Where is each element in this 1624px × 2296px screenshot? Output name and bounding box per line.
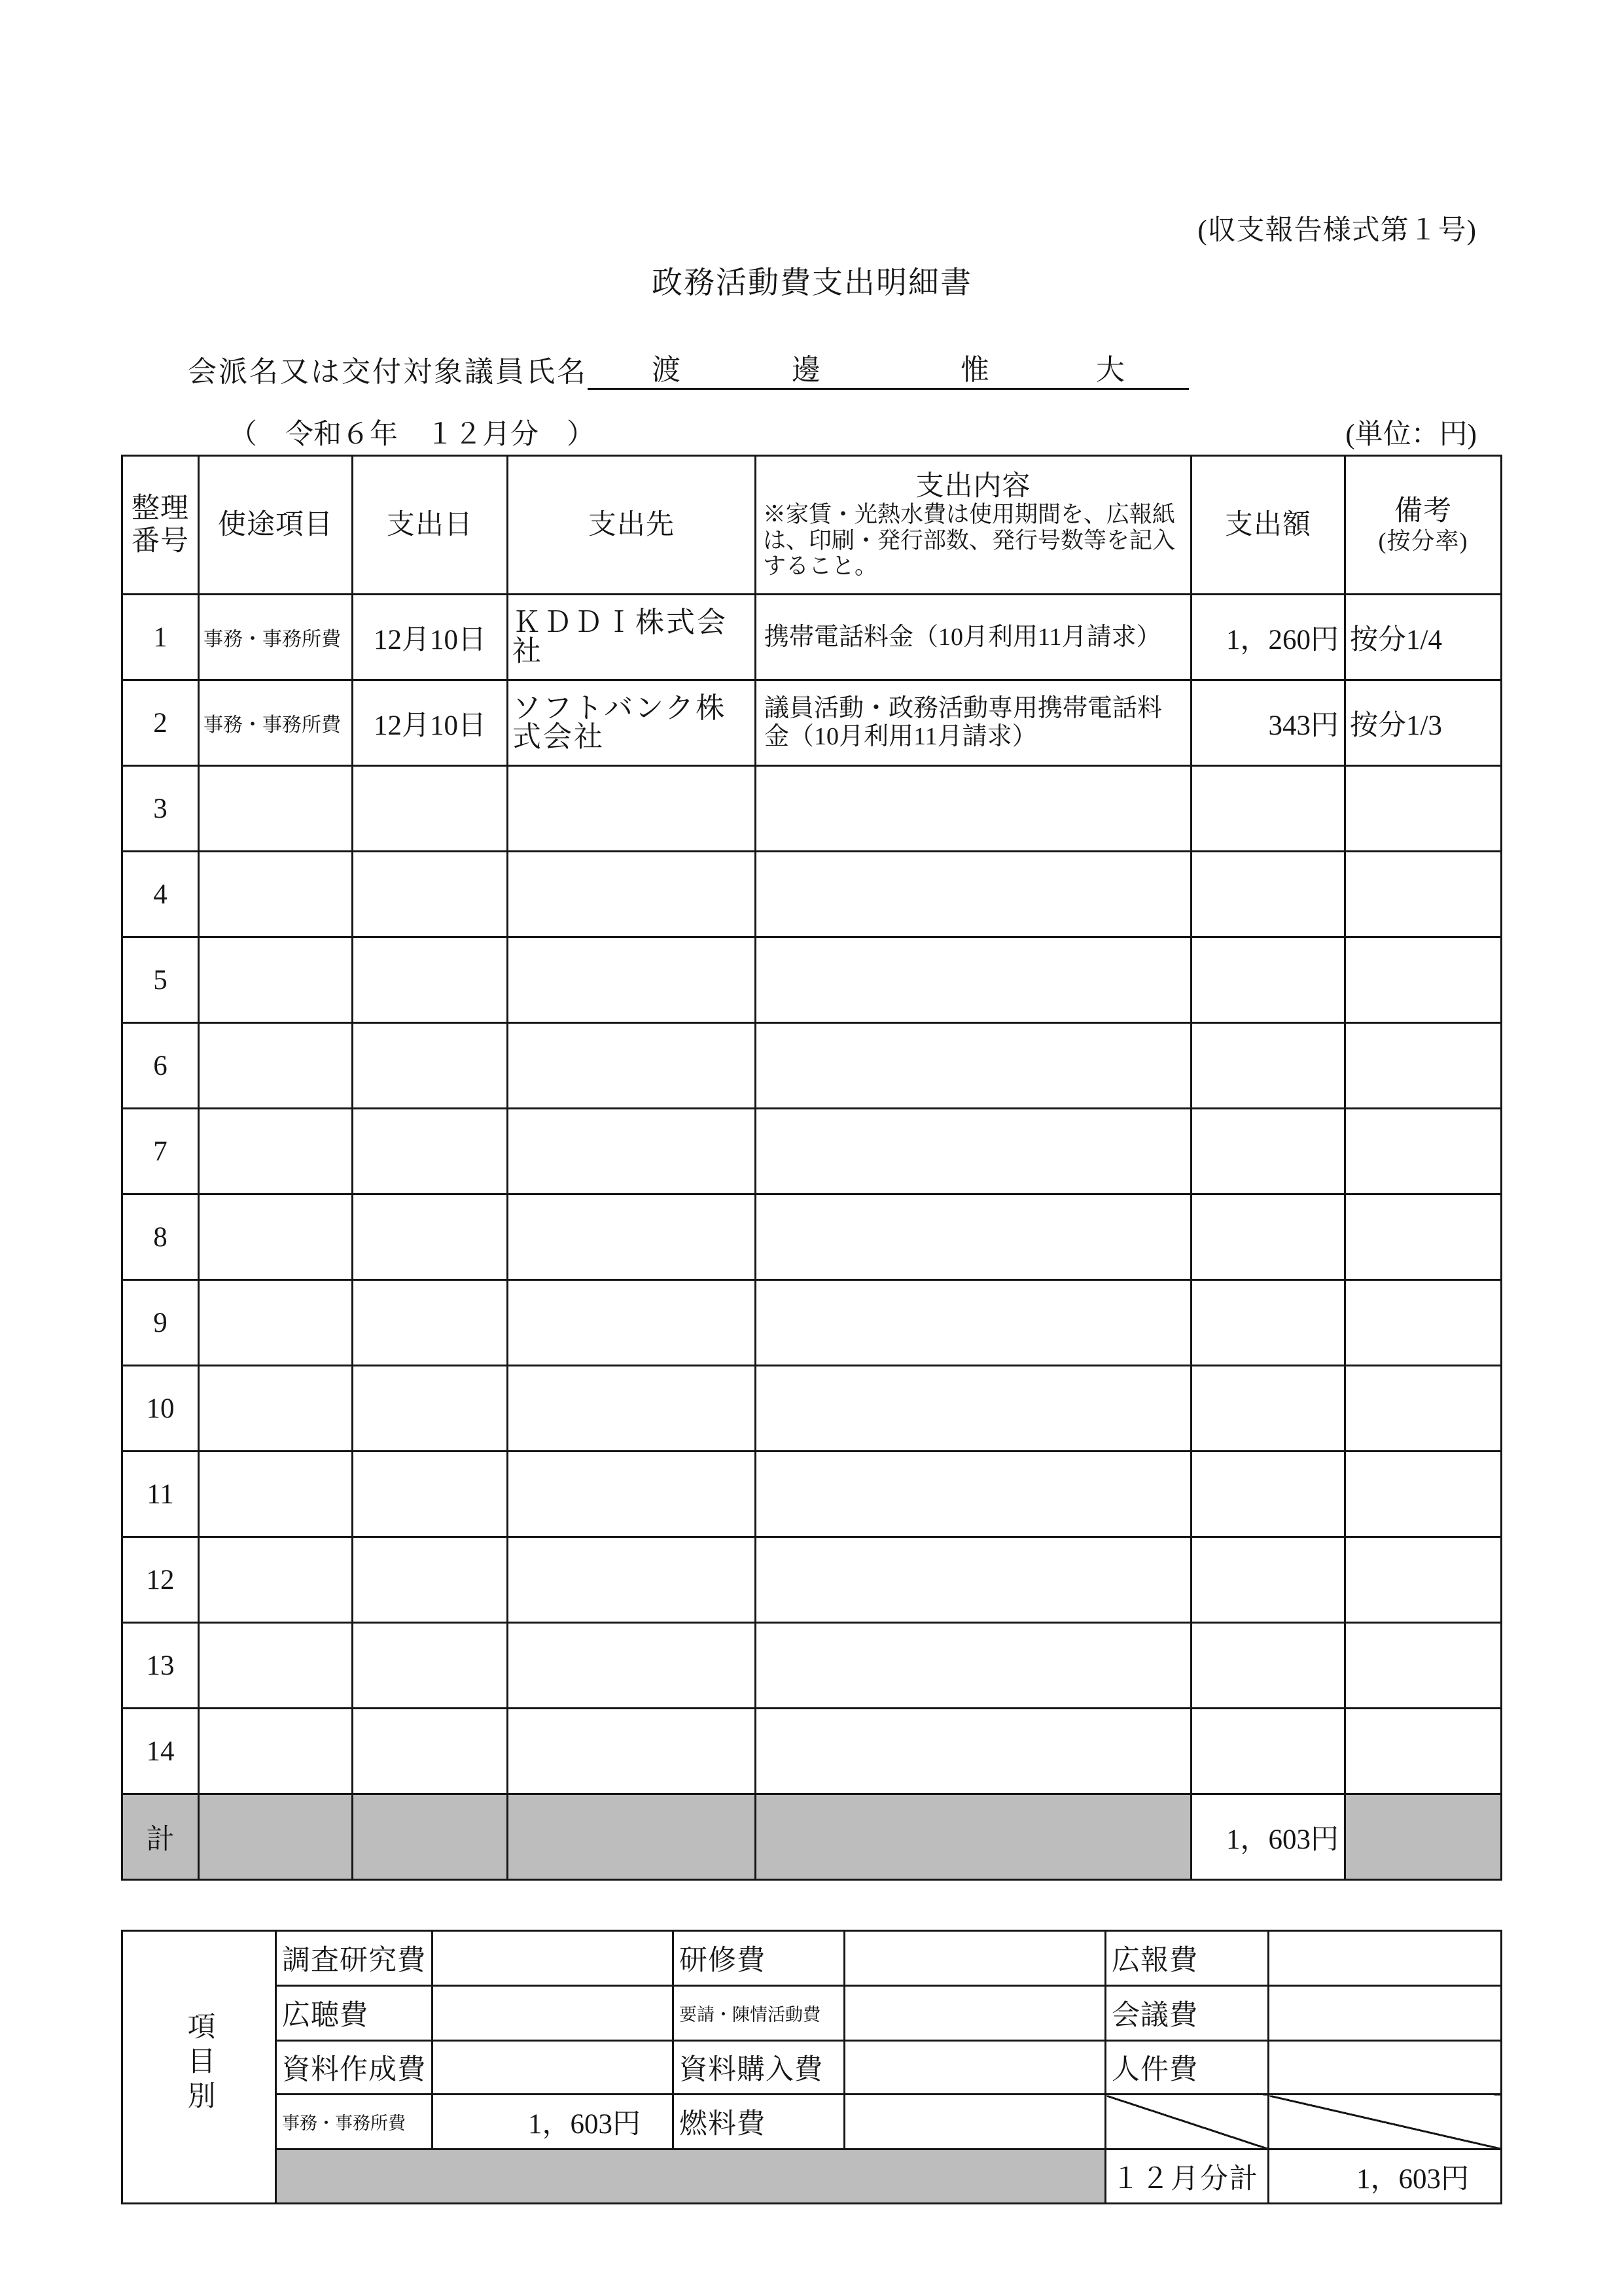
recipient-name-line: [588, 353, 1189, 390]
table-row: [122, 1280, 1502, 1366]
summary-row: [122, 2041, 1502, 2095]
summary-side-label: 項目別: [183, 2011, 215, 2115]
recipient-label: 会派名又は交付対象議員氏名: [188, 356, 588, 388]
table-row: [122, 1537, 1502, 1623]
cell-remarks: [1345, 766, 1502, 852]
summary-value-research: [432, 1931, 673, 1986]
summary-side-label-cell: [122, 1931, 276, 2204]
cell-payee: [508, 1452, 756, 1537]
cell-purpose-category: [199, 1023, 353, 1109]
cell-expense-content: [756, 1366, 1192, 1452]
header-remarks-title: 備考: [1394, 496, 1452, 527]
cell-record-number: 6: [122, 1023, 199, 1109]
cell-amount: [1192, 1366, 1345, 1452]
cell-expense-content: [756, 852, 1192, 937]
summary-row: [122, 1931, 1502, 1986]
cell-amount: [1192, 1023, 1345, 1109]
page-title: 政務活動費支出明細書: [652, 266, 972, 300]
summary-label-material-creation: 資料作成費: [276, 2041, 432, 2095]
cell-remarks: [1345, 1280, 1502, 1366]
summary-value-petition: [845, 1986, 1106, 2041]
cell-expense-date: [353, 1109, 508, 1194]
table-row: [122, 1109, 1502, 1194]
table-row: [122, 937, 1502, 1023]
cell-expense-date: 12月10日: [353, 680, 508, 766]
cell-payee: ＫＤＤＩ株式会社: [508, 595, 756, 680]
cell-purpose-category: [199, 1194, 353, 1280]
table-row: [122, 595, 1502, 680]
cell-expense-content: 携帯電話料金（10月利用11月請求）: [756, 595, 1192, 680]
cell-record-number: 11: [122, 1452, 199, 1537]
form-number: (収支報告様式第１号): [1197, 215, 1477, 246]
summary-value-material-creation: [432, 2041, 673, 2095]
cell-expense-date: [353, 1623, 508, 1709]
summary-label-office: 事務・事務所費: [276, 2095, 432, 2149]
table-header-row: [122, 456, 1502, 595]
cell-amount: [1192, 1280, 1345, 1366]
cell-payee: [508, 1023, 756, 1109]
cell-record-number: 2: [122, 680, 199, 766]
cell-remarks: [1345, 937, 1502, 1023]
table-total-row: [122, 1794, 1502, 1880]
cell-amount: [1192, 766, 1345, 852]
cell-purpose-category: [199, 1280, 353, 1366]
summary-label-fuel: 燃料費: [673, 2095, 845, 2149]
table-row: [122, 1194, 1502, 1280]
cell-amount: 343円: [1192, 680, 1345, 766]
cell-expense-date: [353, 852, 508, 937]
category-summary-table: [121, 1930, 1502, 2204]
cell-purpose-category: [199, 1366, 353, 1452]
cell-amount: [1192, 1537, 1345, 1623]
cell-expense-content: [756, 1537, 1192, 1623]
cell-record-number: 5: [122, 937, 199, 1023]
cell-expense-date: [353, 766, 508, 852]
expense-detail-table: [121, 455, 1502, 1881]
cell-remarks: [1345, 852, 1502, 937]
recipient-name-char: 渡: [652, 354, 680, 386]
table-row: [122, 1023, 1502, 1109]
total-shaded-cell: [199, 1794, 353, 1880]
header-expense-date: 支出日: [353, 456, 508, 595]
summary-total-row: [122, 2149, 1502, 2204]
cell-record-number: 14: [122, 1709, 199, 1794]
cell-record-number: 13: [122, 1623, 199, 1709]
summary-label-public-hearing: 広聴費: [276, 1986, 432, 2041]
cell-record-number: 12: [122, 1537, 199, 1623]
cell-purpose-category: 事務・事務所費: [199, 680, 353, 766]
cell-remarks: [1345, 1537, 1502, 1623]
cell-payee: [508, 937, 756, 1023]
cell-remarks: 按分1/4: [1345, 595, 1502, 680]
summary-label-meeting: 会議費: [1106, 1986, 1269, 2041]
cell-expense-content: [756, 1452, 1192, 1537]
table-row: [122, 766, 1502, 852]
cell-record-number: 9: [122, 1280, 199, 1366]
cell-expense-content: [756, 1023, 1192, 1109]
table-row: [122, 1709, 1502, 1794]
cell-remarks: [1345, 1109, 1502, 1194]
cell-expense-date: [353, 1709, 508, 1794]
cell-expense-date: [353, 1023, 508, 1109]
cell-expense-content: [756, 1623, 1192, 1709]
summary-label-material-purchase: 資料購入費: [673, 2041, 845, 2095]
cell-purpose-category: [199, 1109, 353, 1194]
cell-purpose-category: [199, 1537, 353, 1623]
summary-label-personnel: 人件費: [1106, 2041, 1269, 2095]
monthly-total-label: １２月分計: [1106, 2149, 1269, 2204]
cell-amount: 1，260円: [1192, 595, 1345, 680]
header-expense-content-note: ※家賃・光熱水費は使用期間を、広報紙は、印刷・発行部数、発行号数等を記入すること。: [763, 502, 1176, 579]
cell-expense-content: 議員活動・政務活動専用携帯電話料金（10月利用11月請求）: [756, 680, 1192, 766]
summary-value-personnel: [1269, 2041, 1502, 2095]
summary-label-petition: 要請・陳情活動費: [673, 1986, 845, 2041]
unit-label: (単位：円): [1345, 419, 1477, 450]
total-shaded-cell: [353, 1794, 508, 1880]
header-remarks-subtitle: (按分率): [1378, 527, 1468, 554]
total-label: 計: [122, 1794, 199, 1880]
header-expense-content-title: 支出内容: [915, 471, 1031, 502]
header-amount: 支出額: [1192, 456, 1345, 595]
table-row: [122, 1366, 1502, 1452]
monthly-total-value: 1，603円: [1269, 2149, 1502, 2204]
cell-expense-date: [353, 1194, 508, 1280]
cell-payee: [508, 1709, 756, 1794]
table-row: [122, 1452, 1502, 1537]
cell-payee: [508, 852, 756, 937]
cell-record-number: 8: [122, 1194, 199, 1280]
cell-payee: [508, 1280, 756, 1366]
cell-expense-date: [353, 1452, 508, 1537]
summary-diagonal-cell: [1106, 2095, 1269, 2149]
cell-record-number: 1: [122, 595, 199, 680]
total-shaded-cell: [508, 1794, 756, 1880]
cell-amount: [1192, 1194, 1345, 1280]
cell-expense-content: [756, 1194, 1192, 1280]
summary-label-training: 研修費: [673, 1931, 845, 1986]
cell-amount: [1192, 1623, 1345, 1709]
cell-expense-content: [756, 1280, 1192, 1366]
report-period: （ 令和６年 １２月分 ）: [229, 419, 595, 450]
summary-label-public-relations: 広報費: [1106, 1931, 1269, 1986]
cell-purpose-category: [199, 852, 353, 937]
cell-purpose-category: [199, 1709, 353, 1794]
cell-amount: [1192, 852, 1345, 937]
summary-value-fuel: [845, 2095, 1106, 2149]
summary-shaded-cell: [276, 2149, 1106, 2204]
recipient-name-char: 惟: [961, 354, 989, 386]
cell-expense-content: [756, 766, 1192, 852]
cell-expense-date: [353, 1537, 508, 1623]
cell-remarks: [1345, 1023, 1502, 1109]
cell-remarks: [1345, 1452, 1502, 1537]
table-row: [122, 852, 1502, 937]
cell-payee: [508, 1537, 756, 1623]
cell-record-number: 4: [122, 852, 199, 937]
summary-diagonal-cell: [1269, 2095, 1502, 2149]
summary-value-public-relations: [1269, 1931, 1502, 1986]
cell-remarks: [1345, 1623, 1502, 1709]
summary-value-meeting: [1269, 1986, 1502, 2041]
cell-expense-content: [756, 1109, 1192, 1194]
cell-purpose-category: 事務・事務所費: [199, 595, 353, 680]
cell-payee: ソフトバンク株式会社: [508, 680, 756, 766]
summary-value-material-purchase: [845, 2041, 1106, 2095]
header-purpose-category: 使途項目: [199, 456, 353, 595]
cell-purpose-category: [199, 1452, 353, 1537]
header-record-number: 整理番号: [122, 456, 199, 595]
cell-payee: [508, 1623, 756, 1709]
header-remarks: [1345, 456, 1502, 595]
cell-record-number: 10: [122, 1366, 199, 1452]
cell-remarks: [1345, 1366, 1502, 1452]
summary-value-training: [845, 1931, 1106, 1986]
total-shaded-cell: [756, 1794, 1192, 1880]
cell-amount: [1192, 1452, 1345, 1537]
cell-payee: [508, 766, 756, 852]
summary-row: [122, 2095, 1502, 2149]
recipient-name-char: 邊: [792, 354, 821, 386]
table-row: [122, 680, 1502, 766]
cell-payee: [508, 1366, 756, 1452]
cell-expense-content: [756, 1709, 1192, 1794]
summary-row: [122, 1986, 1502, 2041]
total-shaded-cell: [1345, 1794, 1502, 1880]
header-expense-content: [756, 456, 1192, 595]
cell-remarks: 按分1/3: [1345, 680, 1502, 766]
cell-expense-date: [353, 1366, 508, 1452]
cell-remarks: [1345, 1709, 1502, 1794]
cell-expense-date: [353, 1280, 508, 1366]
cell-amount: [1192, 1709, 1345, 1794]
table-row: [122, 1623, 1502, 1709]
cell-purpose-category: [199, 937, 353, 1023]
cell-remarks: [1345, 1194, 1502, 1280]
cell-expense-content: [756, 937, 1192, 1023]
cell-payee: [508, 1194, 756, 1280]
summary-value-office: 1，603円: [432, 2095, 673, 2149]
cell-expense-date: 12月10日: [353, 595, 508, 680]
cell-purpose-category: [199, 766, 353, 852]
cell-expense-date: [353, 937, 508, 1023]
cell-record-number: 3: [122, 766, 199, 852]
header-payee: 支出先: [508, 456, 756, 595]
cell-amount: [1192, 1109, 1345, 1194]
summary-value-public-hearing: [432, 1986, 673, 2041]
cell-payee: [508, 1109, 756, 1194]
cell-record-number: 7: [122, 1109, 199, 1194]
cell-purpose-category: [199, 1623, 353, 1709]
total-amount: 1，603円: [1192, 1794, 1345, 1880]
recipient-name-char: 大: [1096, 354, 1125, 386]
cell-amount: [1192, 937, 1345, 1023]
summary-label-research: 調査研究費: [276, 1931, 432, 1986]
